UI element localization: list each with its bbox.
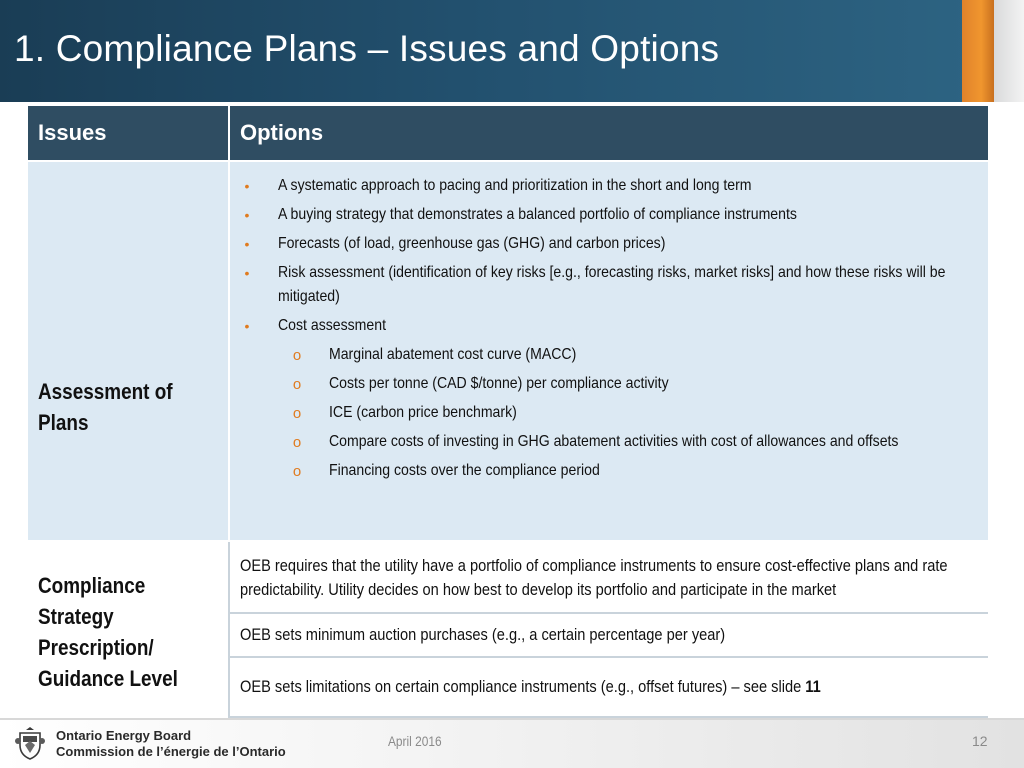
slide-header [0, 0, 1024, 102]
bullet-dot-icon: • [244, 236, 250, 252]
option-minimum-auction: OEB sets minimum auction purchases (e.g., a certain percentage per year) [240, 625, 726, 644]
table-row-compliance-strategy [28, 542, 988, 718]
list-item: • A systematic approach to pacing and prioritization in the short and long term [240, 174, 980, 198]
slide-date: April 2016 [388, 733, 442, 749]
bullet-dot-icon: • [244, 207, 250, 223]
ontario-coat-of-arms-icon [14, 727, 46, 761]
list-item: • Cost assessment [240, 314, 980, 338]
org-name-english: Ontario Energy Board [56, 728, 192, 743]
column-divider [228, 542, 230, 718]
sub-list-item: o Financing costs over the compliance period [240, 459, 980, 483]
circle-bullet-icon: o [292, 347, 302, 364]
row-divider [230, 656, 988, 658]
options-list [240, 174, 980, 488]
issues-options-table [28, 106, 988, 718]
header-options: Options [240, 120, 324, 145]
row-divider [230, 612, 988, 614]
header-accent-gray [994, 0, 1024, 102]
circle-bullet-icon: o [292, 463, 302, 480]
option-instrument-limits-text: OEB sets limitations on certain compliance instruments (e.g., offset futures) – see slide [240, 677, 806, 696]
option-instrument-limits [240, 675, 997, 699]
bullet-dot-icon: • [244, 265, 250, 281]
slide-title: 1. Compliance Plans – Issues and Options [14, 28, 720, 69]
option-portfolio-requirement: OEB requires that the utility have a portfolio of compliance instruments to ensure cost-effective plans and rate predictability. Utility decides on how best to develop its portfolio and participate in the market [240, 556, 948, 599]
sub-list-item: o ICE (carbon price benchmark) [240, 401, 980, 425]
sub-list-item: o Compare costs of investing in GHG abatement activities with cost of allowances and offsets [240, 430, 980, 454]
circle-bullet-icon: o [292, 434, 302, 451]
header-accent-orange [962, 0, 994, 102]
bullet-dot-icon: • [244, 178, 250, 194]
table-header [28, 106, 988, 160]
sub-list-item: o Marginal abatement cost curve (MACC) [240, 343, 980, 367]
org-name-french: Commission de l’énergie de l’Ontario [56, 744, 286, 759]
header-issues: Issues [38, 120, 107, 145]
slide-footer [0, 720, 1024, 768]
page-number: 12 [972, 733, 988, 749]
issue-compliance-strategy: Compliance Strategy Prescription/ Guidance Level [38, 573, 178, 691]
sub-list-item: o Costs per tonne (CAD $/tonne) per compliance activity [240, 372, 980, 396]
list-item: • Forecasts (of load, greenhouse gas (GHG) and carbon prices) [240, 232, 980, 256]
list-item: • Risk assessment (identification of key risks [e.g., forecasting risks, market risks] and how these risks will be mitigated) [240, 261, 980, 309]
column-divider [228, 162, 230, 540]
slide-reference: 11 [805, 677, 821, 696]
list-item: • A buying strategy that demonstrates a balanced portfolio of compliance instruments [240, 203, 980, 227]
column-divider [228, 106, 230, 160]
issue-assessment-of-plans: Assessment of Plans [38, 379, 173, 435]
table-row-assessment [28, 162, 988, 540]
circle-bullet-icon: o [292, 405, 302, 422]
bullet-dot-icon: • [244, 318, 250, 334]
circle-bullet-icon: o [292, 376, 302, 393]
